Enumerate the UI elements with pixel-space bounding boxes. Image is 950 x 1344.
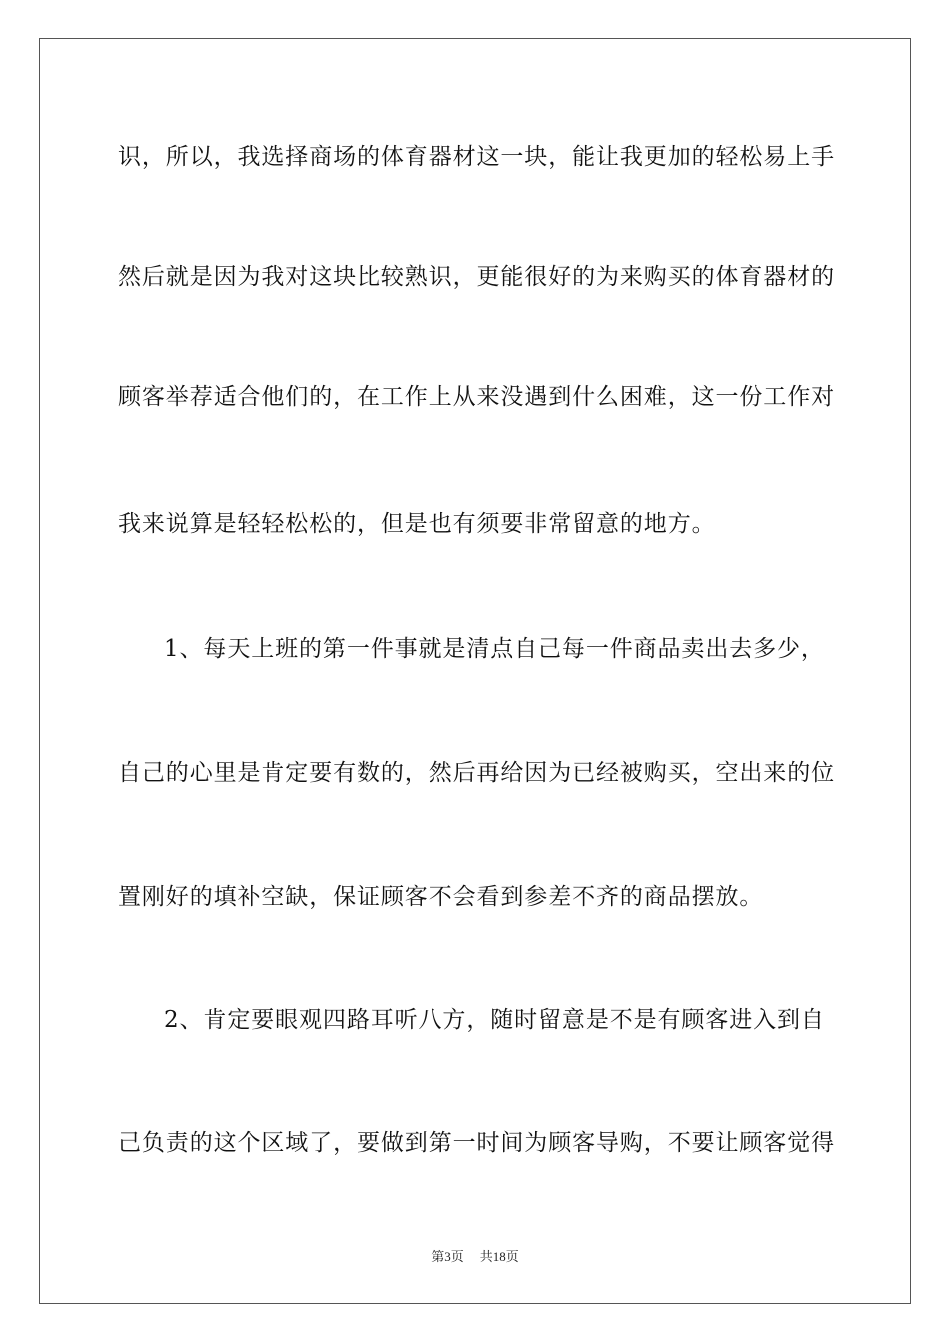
body-text-line: 顾客举荐适合他们的，在工作上从来没遇到什么困难，这一份工作对 <box>118 384 835 410</box>
body-text-line: 我来说算是轻轻松松的，但是也有须要非常留意的地方。 <box>118 511 716 537</box>
page-footer <box>0 1248 950 1266</box>
total-pages: 共18页 <box>479 1249 519 1264</box>
body-text-line: 然后就是因为我对这块比较熟识，更能很好的为来购买的体育器材的 <box>118 264 835 290</box>
page-border <box>39 38 911 1304</box>
body-text-line: 识，所以，我选择商场的体育器材这一块，能让我更加的轻松易上手 <box>118 144 835 170</box>
list-item-1-line: 1、每天上班的第一件事就是清点自己每一件商品卖出去多少， <box>164 636 825 662</box>
page-number: 第3页 <box>431 1249 464 1264</box>
body-text-line: 置刚好的填补空缺，保证顾客不会看到参差不齐的商品摆放。 <box>118 884 764 910</box>
body-text-line: 自己的心里是肯定要有数的，然后再给因为已经被购买，空出来的位 <box>118 760 835 786</box>
list-item-2-line: 2、肯定要眼观四路耳听八方，随时留意是不是有顾客进入到自 <box>164 1007 825 1033</box>
body-text-line: 己负责的这个区域了，要做到第一时间为顾客导购，不要让顾客觉得 <box>118 1130 835 1156</box>
